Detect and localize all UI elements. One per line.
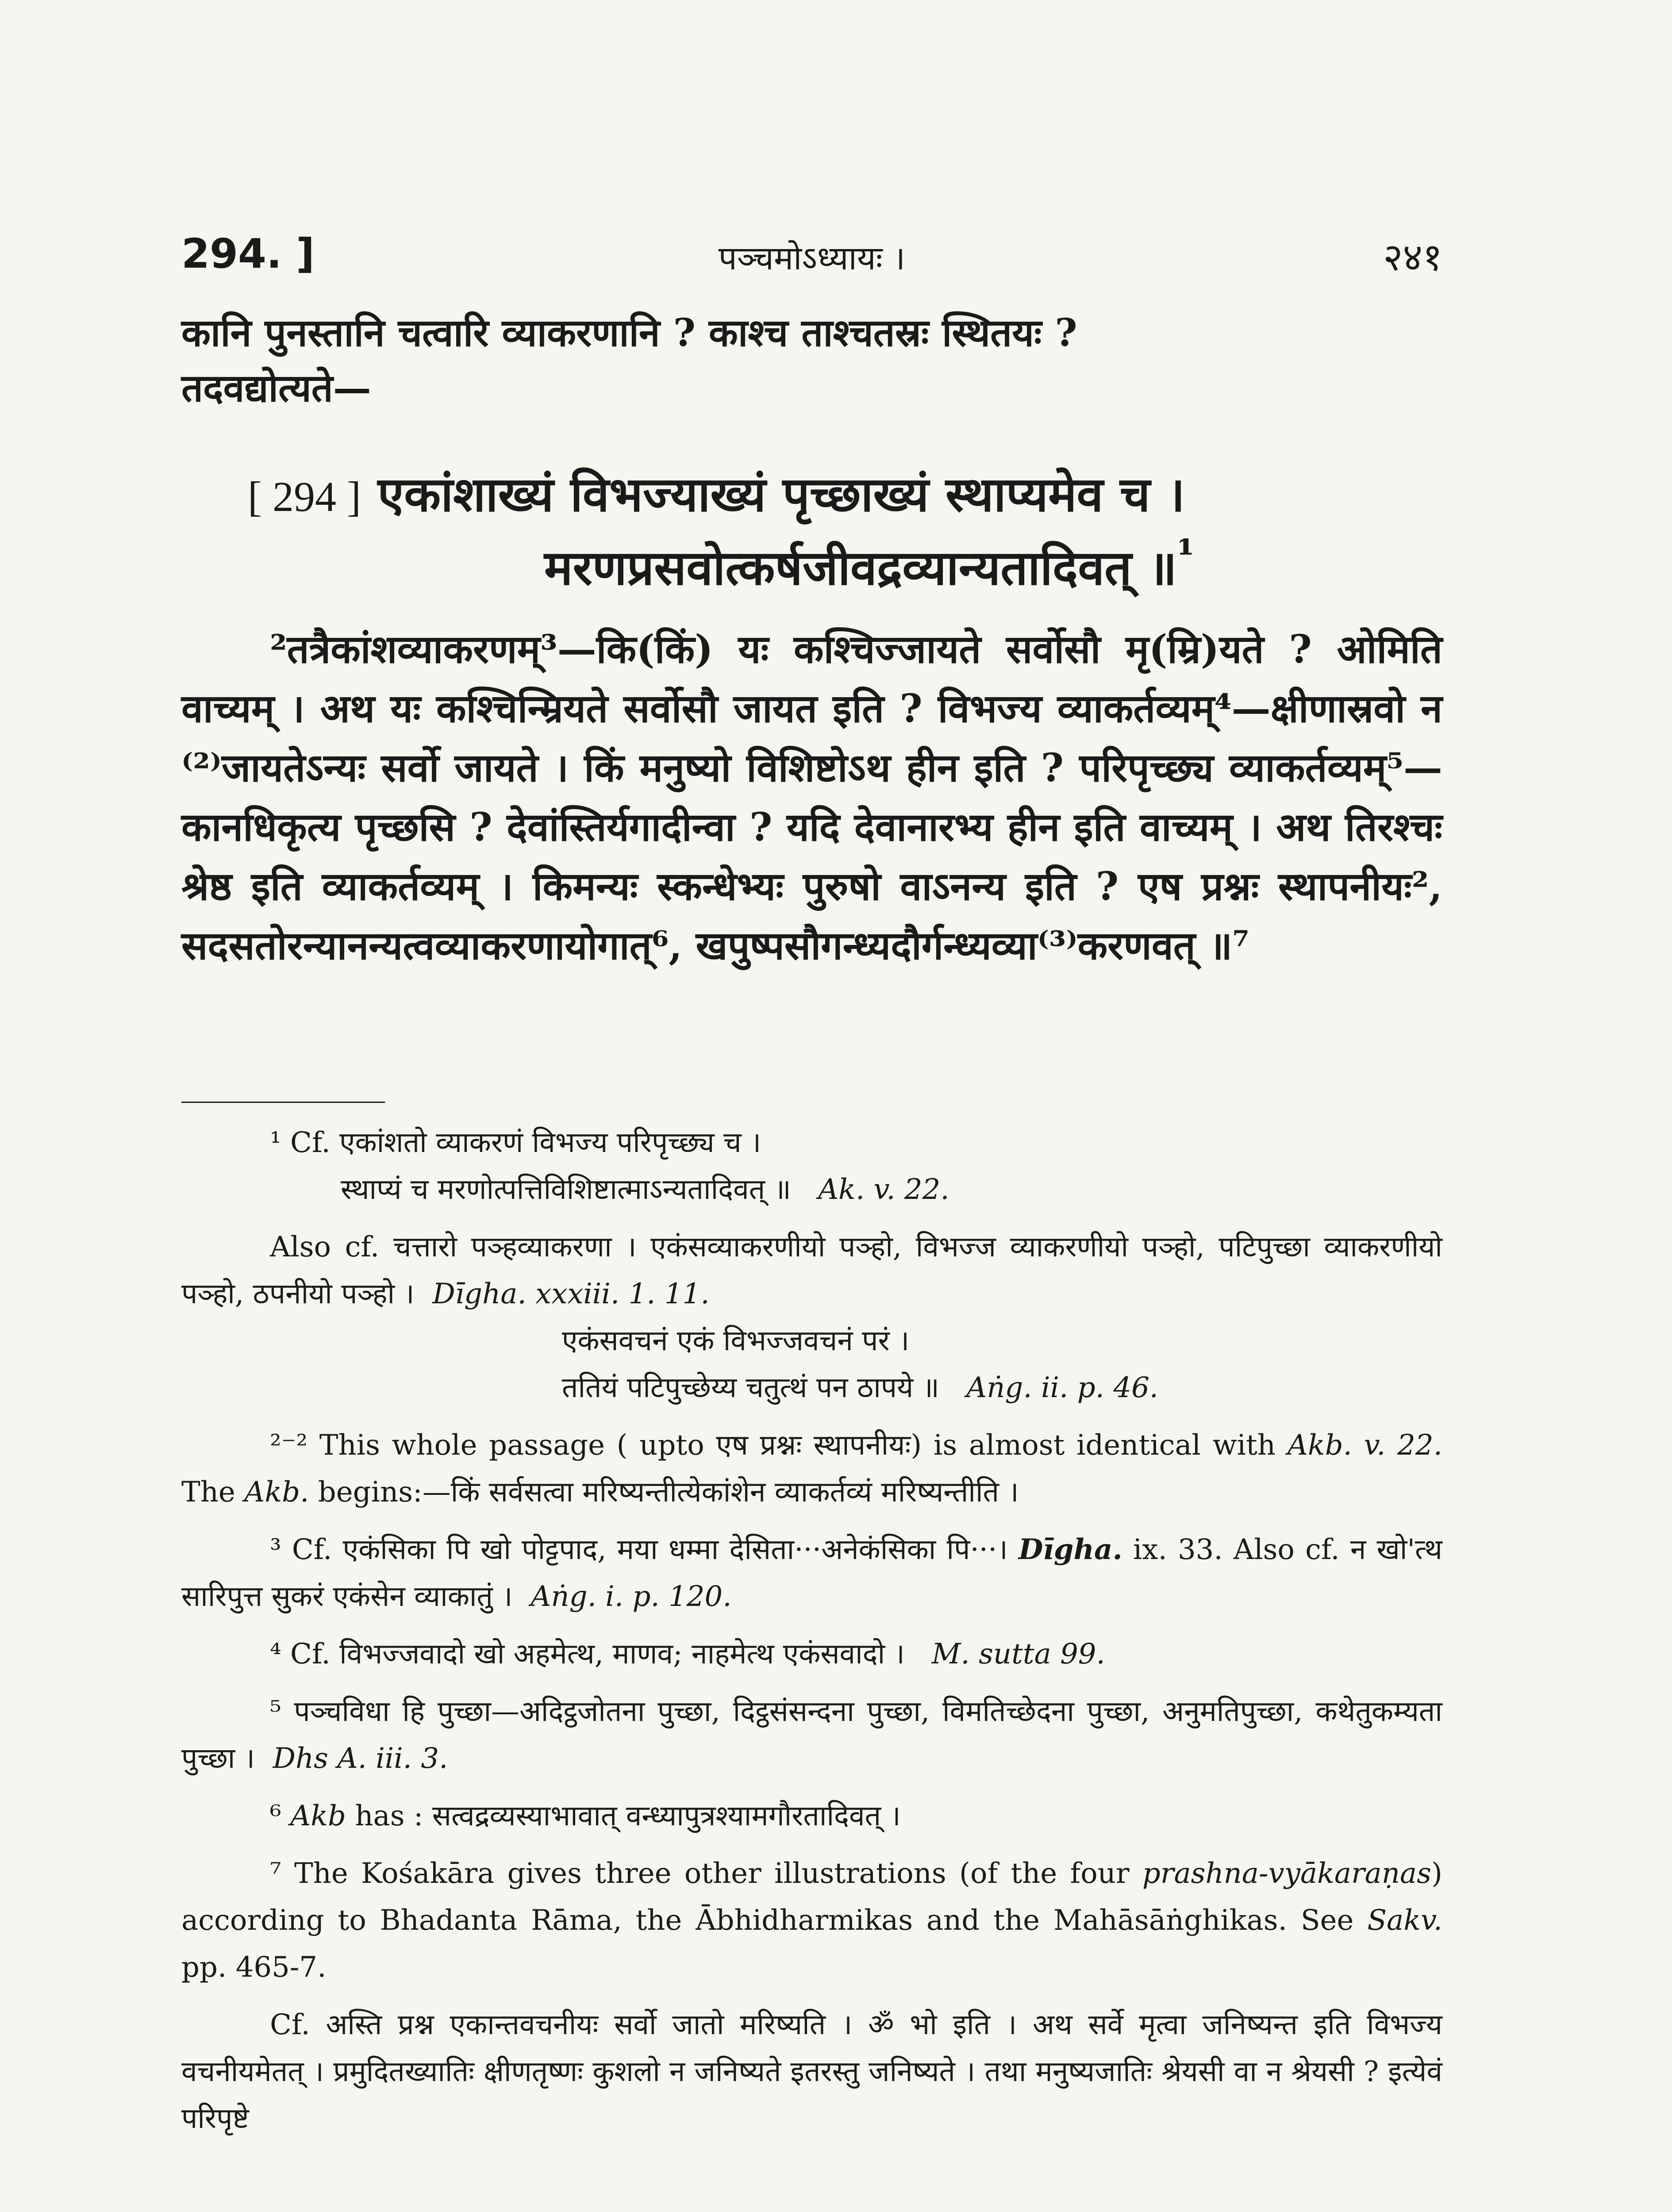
intro-line-2: तदवद्योत्यते— bbox=[181, 366, 371, 411]
footnote-1-also-ref: Dīgha. xxxiii. 1. 11. bbox=[432, 1278, 710, 1310]
footnote-5 bbox=[181, 1688, 1442, 1782]
verse-line-2 bbox=[544, 531, 1195, 599]
footnote-1-line-2 bbox=[181, 1166, 1442, 1213]
footnote-1-verse-2-ref: Aṅg. ii. p. 46. bbox=[966, 1371, 1159, 1404]
page-number-top: २४१ bbox=[1383, 235, 1442, 280]
footnote-6-ref: Akb bbox=[290, 1800, 346, 1832]
footnote-divider bbox=[181, 1102, 385, 1103]
footnote-2-text2: The bbox=[181, 1476, 235, 1509]
footnote-4 bbox=[181, 1631, 1442, 1678]
page-header bbox=[181, 230, 1442, 279]
footnote-8: Cf. अस्ति प्रश्न एकान्तवचनीयः सर्वो जातो मरिष्यति । ॐ भो इति । अथ सर्वे मृत्वा जनिष्यन्त इति विभज्य वचनीयमेतत् । प्रमुदितख्यातिः क्षीणतृष्णः कुशलो न जनिष्यते इतरस्तु जनिष्यते । तथा मनुष्यजातिः श्रेयसी वा न श्रेयसी ? इत्येवं परिपृष्टे bbox=[181, 2008, 1442, 2135]
footnote-1-line-1: ¹ Cf. एकांशतो व्याकरणं विभज्य परिपृच्छ्य च । bbox=[270, 1126, 761, 1159]
footnote-4-text: ⁴ Cf. विभज्जवादो खो अहमेत्थ, माणव; नाहमेत्थ एकंसवादो । bbox=[270, 1638, 905, 1671]
verse-range: 294. ] bbox=[181, 230, 315, 277]
footnote-7-text3: pp. 465-7. bbox=[181, 1951, 327, 1984]
footnote-1-verse-1: एकंसवचनं एकं विभज्जवचनं परं । bbox=[562, 1325, 910, 1357]
footnote-3 bbox=[181, 1526, 1442, 1620]
footnote-2-text: ²⁻² This whole passage ( upto एष प्रश्नः स्थापनीयः) is almost identical with bbox=[270, 1429, 1276, 1462]
footnote-3-ref: Dīgha. bbox=[1018, 1533, 1122, 1566]
footnote-5-text: ⁵ पञ्चविधा हि पुच्छा—अदिट्ठजोतना पुच्छा, दिट्ठसंसन्दना पुच्छा, विमतिच्छेदना पुच्छा, अनुमतिपुच्छा, कथेतुकम्यता पुच्छा । bbox=[181, 1695, 1442, 1775]
footnote-1-verse-2-text: ततियं पटिपुच्छेय्य चतुत्थं पन ठापये ॥ bbox=[562, 1371, 939, 1404]
footnote-3-text: ³ Cf. एकंसिका पि खो पोट्टपाद, मया धम्मा देसिता···अनेकंसिका पि···। bbox=[270, 1533, 1008, 1566]
footnote-7-ital: prashna-vyākaraṇas bbox=[1142, 1857, 1432, 1890]
commentary-paragraph: ²तत्रैकांशव्याकरणम्³—कि(किं) यः कश्चिज्जायते सर्वोसौ मृ(म्रि)यते ? ओमिति वाच्यम् । अथ यः कश्चिन्म्रियते सर्वोसौ जायत इति ? विभज्य व्याकर्तव्यम्⁴—क्षीणास्रवो न ⁽²⁾जायतेऽन्यः सर्वो जायते । किं मनुष्यो विशिष्टोऽथ हीन इति ? परिपृच्छ्य व्याकर्तव्यम्⁵—कानधिकृत्य पृच्छसि ? देवांस्तिर्यगादीन्वा ? यदि देवानारभ्य हीन इति वाच्यम् । अथ तिरश्चः श्रेष्ठ इति व्याकर्तव्यम् । किमन्यः स्कन्धेभ्यः पुरुषो वाऽनन्य इति ? एष प्रश्नः स्थापनीयः², सदसतोरन्यानन्यत्वव्याकरणायोगात्⁶, खपुष्पसौगन्ध्यदौर्गन्ध्यव्या⁽³⁾करणवत् ॥⁷ bbox=[181, 626, 1442, 968]
intro-text bbox=[181, 305, 1442, 416]
footnote-1-ref: Ak. v. 22. bbox=[818, 1173, 949, 1206]
verse-text-2: मरणप्रसवोत्कर्षजीवद्रव्यान्यतादिवत् ॥ bbox=[544, 540, 1177, 596]
footnote-2-ref: Akb. v. 22. bbox=[1287, 1429, 1443, 1462]
footnote-7-text1: ⁷ The Kośakāra gives three other illustrations (of the four bbox=[270, 1857, 1130, 1890]
footnote-3-text2: ix. 33. Also cf. न खो'त्थ सारिपुत्त सुकरं एकंसेन व्याकातुं । bbox=[181, 1533, 1442, 1613]
footnote-2-ref2: Akb. bbox=[244, 1476, 309, 1509]
footnotes bbox=[181, 1119, 1442, 2142]
footnote-6-num: ⁶ bbox=[270, 1800, 281, 1832]
footnote-1-text: स्थाप्यं च मरणोत्पत्तिविशिष्टात्माऽन्यतादिवत् ॥ bbox=[341, 1173, 791, 1206]
footnote-7 bbox=[181, 1850, 1442, 1991]
footnote-3-ref2: Aṅg. i. p. 120. bbox=[530, 1580, 732, 1613]
verse-number: [ 294 ] bbox=[248, 473, 361, 520]
footnote-1-also-text: Also cf. चत्तारो पञ्हव्याकरणा । एकंसव्याकरणीयो पञ्हो, विभज्ज व्याकरणीयो पञ्हो, पटिपुच्छा व्याकरणीयो पञ्हो, ठपनीयो पञ्हो । bbox=[181, 1231, 1442, 1310]
footnote-7-text2: ) according to Bhadanta Rāma, the Ābhidharmikas and the Mahāsāṅghikas. See bbox=[181, 1857, 1443, 1937]
footnote-6 bbox=[181, 1793, 1442, 1839]
footnote-7-ref: Sakv. bbox=[1367, 1904, 1443, 1937]
footnote-1-also bbox=[181, 1224, 1442, 1317]
footnote-4-ref: M. sutta 99. bbox=[931, 1638, 1105, 1671]
footnote-2 bbox=[181, 1422, 1442, 1516]
verse-line-1 bbox=[248, 460, 1185, 525]
footnote-6-text: has : सत्वद्रव्यस्याभावात् वन्ध्यापुत्रश्यामगौरतादिवत् । bbox=[355, 1800, 901, 1832]
footnote-2-text3: begins:—किं सर्वसत्वा मरिष्यन्तीत्येकांशेन व्याकर्तव्यं मरिष्यन्तीति । bbox=[318, 1476, 1019, 1509]
footnote-1-verse-2 bbox=[181, 1364, 1442, 1411]
footnote-5-ref: Dhs A. iii. 3. bbox=[273, 1742, 448, 1775]
verse-footnote-mark: ¹ bbox=[1177, 531, 1195, 578]
intro-line-1: कानि पुनस्तानि चत्वारि व्याकरणानि ? काश्च ताश्चतस्रः स्थितयः ? bbox=[181, 311, 1077, 355]
chapter-title: पञ्चमोऽध्यायः । bbox=[718, 239, 906, 277]
verse-text-1: एकांशाख्यं विभज्याख्यं पृच्छाख्यं स्थाप्यमेव च । bbox=[377, 467, 1185, 522]
